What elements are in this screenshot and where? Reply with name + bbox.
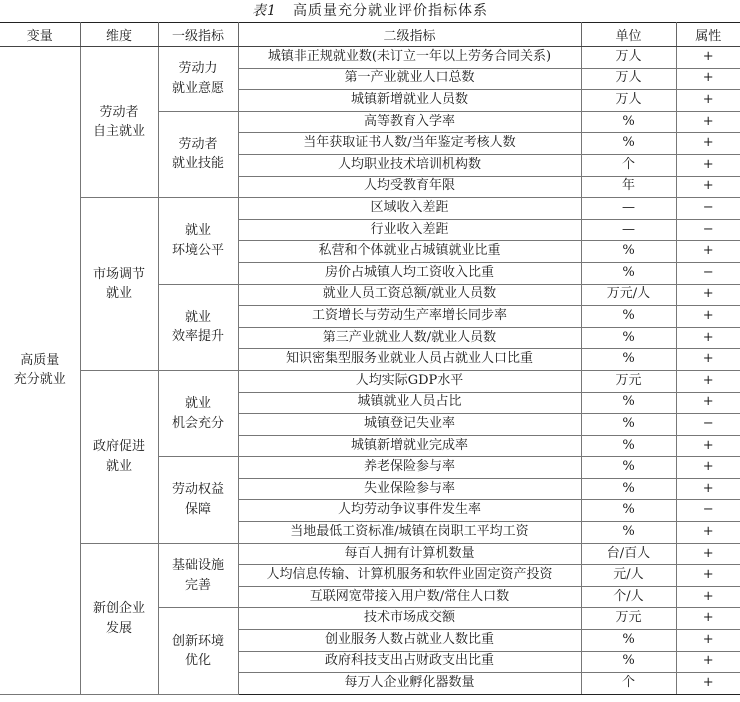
attribute-cell: + xyxy=(676,68,740,90)
attribute-cell: + xyxy=(676,154,740,176)
indicator-cell: 城镇新增就业完成率 xyxy=(238,435,581,457)
indicator-cell: 就业人员工资总额/就业人员数 xyxy=(238,284,581,306)
level1-line2: 就业意愿 xyxy=(171,80,224,96)
unit-cell: % xyxy=(581,500,676,522)
indicator-cell: 知识密集型服务业就业人员占就业人口比重 xyxy=(238,349,581,371)
dimension-cell xyxy=(80,47,158,198)
dimension-line1: 政府促进 xyxy=(92,439,145,455)
level1-line2: 优化 xyxy=(184,653,211,669)
unit-cell: % xyxy=(581,651,676,673)
header-unit: 单位 xyxy=(581,23,676,47)
level1-line2: 完善 xyxy=(184,577,211,593)
dimension-cell xyxy=(80,543,158,694)
unit-cell: 元/人 xyxy=(581,565,676,587)
indicator-cell: 私营和个体就业占城镇就业比重 xyxy=(238,241,581,263)
unit-cell: % xyxy=(581,435,676,457)
level1-cell xyxy=(158,543,238,608)
attribute-cell: + xyxy=(676,565,740,587)
indicator-cell: 当地最低工资标准/城镇在岗职工平均工资 xyxy=(238,522,581,544)
unit-cell: 年 xyxy=(581,176,676,198)
unit-cell: 个/人 xyxy=(581,586,676,608)
unit-cell: % xyxy=(581,262,676,284)
level1-line1: 就业 xyxy=(184,223,211,239)
indicator-cell: 当年获取证书人数/当年鉴定考核人数 xyxy=(238,133,581,155)
level1-line2: 就业技能 xyxy=(171,156,224,172)
attribute-cell: + xyxy=(676,306,740,328)
attribute-cell: + xyxy=(676,478,740,500)
attribute-cell: + xyxy=(676,392,740,414)
level1-cell xyxy=(158,284,238,370)
indicator-cell: 人均受教育年限 xyxy=(238,176,581,198)
indicator-cell: 人均实际GDP水平 xyxy=(238,370,581,392)
unit-cell: 万人 xyxy=(581,90,676,112)
variable-cell xyxy=(0,47,80,695)
attribute-cell: + xyxy=(676,47,740,69)
attribute-cell: + xyxy=(676,651,740,673)
unit-cell: 台/百人 xyxy=(581,543,676,565)
table-row xyxy=(0,47,740,69)
unit-cell: — xyxy=(581,198,676,220)
unit-cell: 个 xyxy=(581,154,676,176)
attribute-cell: + xyxy=(676,327,740,349)
dimension-line2: 就业 xyxy=(105,458,132,474)
dimension-line1: 新创企业 xyxy=(92,601,145,617)
unit-cell: % xyxy=(581,414,676,436)
unit-cell: % xyxy=(581,457,676,479)
indicator-cell: 工资增长与劳动生产率增长同步率 xyxy=(238,306,581,328)
unit-cell: 万人 xyxy=(581,68,676,90)
attribute-cell: + xyxy=(676,608,740,630)
level1-line2: 保障 xyxy=(184,501,211,517)
dimension-cell xyxy=(80,370,158,543)
attribute-cell: + xyxy=(676,457,740,479)
attribute-cell: − xyxy=(676,500,740,522)
dimension-line2: 自主就业 xyxy=(92,124,145,140)
level1-cell xyxy=(158,457,238,543)
variable-line1: 高质量 xyxy=(20,352,60,368)
header-dimension: 维度 xyxy=(80,23,158,47)
indicator-cell: 城镇新增就业人员数 xyxy=(238,90,581,112)
attribute-cell: + xyxy=(676,349,740,371)
indicator-cell: 第三产业就业人数/就业人员数 xyxy=(238,327,581,349)
unit-cell: 万元 xyxy=(581,370,676,392)
level1-line2: 机会充分 xyxy=(171,415,224,431)
indicator-cell: 互联网宽带接入用户数/常住人口数 xyxy=(238,586,581,608)
attribute-cell: − xyxy=(676,219,740,241)
attribute-cell: + xyxy=(676,435,740,457)
attribute-cell: − xyxy=(676,414,740,436)
indicator-cell: 创业服务人数占就业人数比重 xyxy=(238,630,581,652)
unit-cell: 个 xyxy=(581,673,676,695)
table-number: 表1 xyxy=(252,3,277,19)
level1-line1: 劳动力 xyxy=(178,61,218,77)
attribute-cell: + xyxy=(676,90,740,112)
table-row xyxy=(0,370,740,392)
table-row xyxy=(0,198,740,220)
unit-cell: % xyxy=(581,522,676,544)
attribute-cell: + xyxy=(676,543,740,565)
unit-cell: % xyxy=(581,306,676,328)
indicator-cell: 人均劳动争议事件发生率 xyxy=(238,500,581,522)
indicator-cell: 技术市场成交额 xyxy=(238,608,581,630)
attribute-cell: + xyxy=(676,284,740,306)
level1-cell xyxy=(158,111,238,197)
indicator-cell: 每百人拥有计算机数量 xyxy=(238,543,581,565)
header-attribute: 属性 xyxy=(676,23,740,47)
unit-cell: 万元/人 xyxy=(581,284,676,306)
unit-cell: % xyxy=(581,133,676,155)
attribute-cell: − xyxy=(676,198,740,220)
indicator-cell: 高等教育入学率 xyxy=(238,111,581,133)
level1-line1: 创新环境 xyxy=(171,633,224,649)
attribute-cell: + xyxy=(676,241,740,263)
level1-line1: 劳动者 xyxy=(178,136,218,152)
attribute-cell: + xyxy=(676,586,740,608)
table-title: 高质量充分就业评价指标体系 xyxy=(292,3,488,19)
dimension-cell xyxy=(80,198,158,371)
indicator-cell: 房价占城镇人均工资收入比重 xyxy=(238,262,581,284)
indicator-cell: 城镇就业人员占比 xyxy=(238,392,581,414)
indicator-cell: 政府科技支出占财政支出比重 xyxy=(238,651,581,673)
table-row xyxy=(0,543,740,565)
dimension-line2: 发展 xyxy=(105,620,132,636)
indicator-cell: 第一产业就业人口总数 xyxy=(238,68,581,90)
level1-line2: 效率提升 xyxy=(171,329,224,345)
indicator-cell: 每万人企业孵化器数量 xyxy=(238,673,581,695)
attribute-cell: + xyxy=(676,673,740,695)
unit-cell: 万元 xyxy=(581,608,676,630)
dimension-line1: 市场调节 xyxy=(92,266,145,282)
unit-cell: % xyxy=(581,241,676,263)
unit-cell: 万人 xyxy=(581,47,676,69)
attribute-cell: + xyxy=(676,133,740,155)
level1-cell xyxy=(158,47,238,112)
unit-cell: % xyxy=(581,111,676,133)
header-level1: 一级指标 xyxy=(158,23,238,47)
indicator-cell: 人均信息传输、计算机服务和软件业固定资产投资 xyxy=(238,565,581,587)
level1-line1: 就业 xyxy=(184,396,211,412)
header-variable: 变量 xyxy=(0,23,80,47)
indicator-cell: 失业保险参与率 xyxy=(238,478,581,500)
level1-cell xyxy=(158,370,238,456)
unit-cell: — xyxy=(581,219,676,241)
level1-line1: 基础设施 xyxy=(171,558,224,574)
attribute-cell: − xyxy=(676,262,740,284)
unit-cell: % xyxy=(581,630,676,652)
table-caption xyxy=(0,0,740,22)
dimension-line2: 就业 xyxy=(105,286,132,302)
variable-line2: 充分就业 xyxy=(13,372,66,388)
attribute-cell: + xyxy=(676,370,740,392)
dimension-line1: 劳动者 xyxy=(99,104,139,120)
indicator-cell: 人均职业技术培训机构数 xyxy=(238,154,581,176)
indicator-cell: 城镇登记失业率 xyxy=(238,414,581,436)
level1-cell xyxy=(158,608,238,694)
attribute-cell: + xyxy=(676,522,740,544)
level1-line2: 环境公平 xyxy=(171,242,224,258)
indicator-cell: 行业收入差距 xyxy=(238,219,581,241)
unit-cell: % xyxy=(581,392,676,414)
attribute-cell: + xyxy=(676,630,740,652)
level1-line1: 就业 xyxy=(184,309,211,325)
indicator-cell: 城镇非正规就业数(未订立一年以上劳务合同关系) xyxy=(238,47,581,69)
header-level2: 二级指标 xyxy=(238,23,581,47)
header-row xyxy=(0,23,740,47)
level1-cell xyxy=(158,198,238,284)
unit-cell: % xyxy=(581,349,676,371)
attribute-cell: + xyxy=(676,111,740,133)
level1-line1: 劳动权益 xyxy=(171,482,224,498)
unit-cell: % xyxy=(581,478,676,500)
indicator-cell: 养老保险参与率 xyxy=(238,457,581,479)
attribute-cell: + xyxy=(676,176,740,198)
unit-cell: % xyxy=(581,327,676,349)
indicator-cell: 区域收入差距 xyxy=(238,198,581,220)
indicator-table xyxy=(0,22,740,695)
